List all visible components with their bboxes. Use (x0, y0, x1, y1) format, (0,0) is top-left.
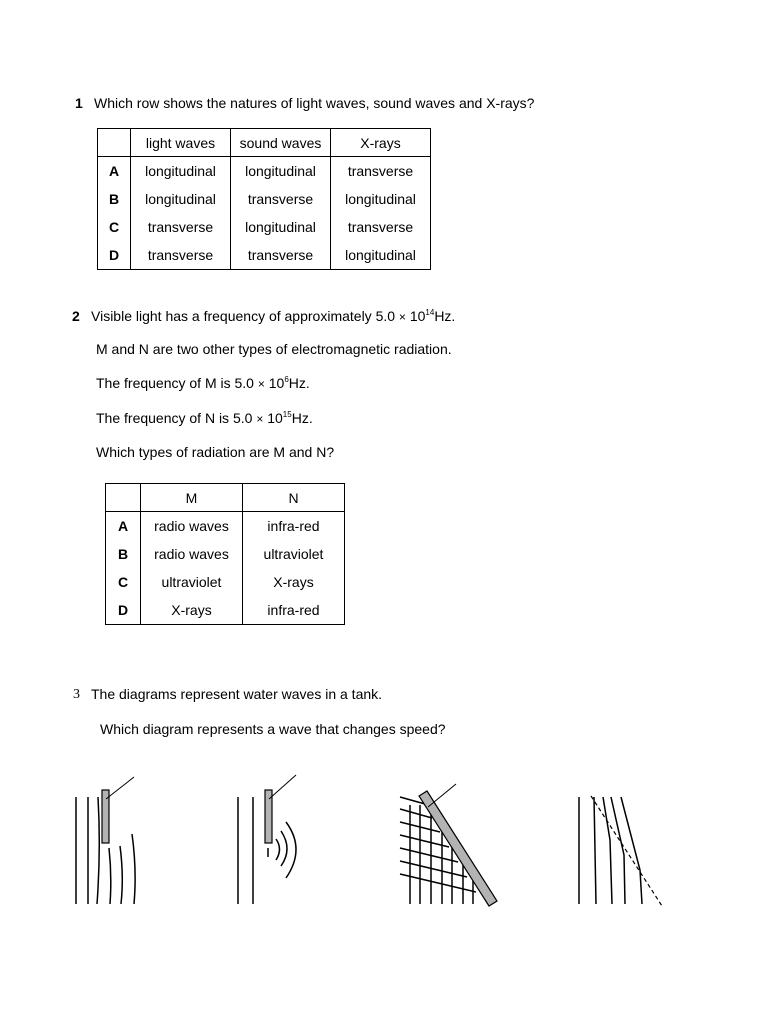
exponent: 6 (284, 375, 289, 384)
table-cell: radio waves (141, 540, 243, 568)
q2-line-1-text: Visible light has a frequency of approximately 5.0 (91, 308, 396, 324)
power-base: 10 (409, 308, 426, 324)
power-base: 10 (268, 375, 285, 391)
q1-header-light: light waves (131, 129, 231, 157)
wavefront-curve (132, 834, 135, 904)
option-letter: B (98, 185, 131, 213)
exponent: 14 (425, 308, 435, 317)
times-sign: × (398, 310, 406, 324)
wavefront-line (611, 797, 625, 904)
table-cell: longitudinal (331, 241, 431, 270)
table-cell: transverse (231, 241, 331, 270)
support-rod (106, 777, 134, 799)
table-cell: ultraviolet (243, 540, 345, 568)
option-letter: D (98, 241, 131, 270)
times-sign: × (257, 377, 265, 391)
table-cell: transverse (331, 157, 431, 186)
q2-line-2: M and N are two other types of electromagnetic radiation. (96, 341, 452, 357)
table-cell: longitudinal (131, 157, 231, 186)
wave-diagram-1[interactable] (76, 777, 135, 904)
wave-diagram-4[interactable] (579, 796, 662, 906)
ripple-arc (281, 831, 287, 866)
wavefront-line (603, 797, 612, 904)
option-letter: A (98, 157, 131, 186)
table-cell: longitudinal (131, 185, 231, 213)
q2-header-m: M (141, 484, 243, 512)
q3-line-2: Which diagram represents a wave that changes speed? (100, 721, 446, 737)
option-letter: C (106, 568, 141, 596)
q3-number: 3 (73, 687, 80, 702)
table-cell: transverse (231, 185, 331, 213)
table-cell: infra-red (243, 512, 345, 541)
ripple-arc (276, 839, 280, 860)
wavefront-line (594, 797, 596, 904)
q2-line-4-text: The frequency of N is 5.0 (96, 410, 253, 426)
q2-line-3-text: The frequency of M is 5.0 (96, 375, 254, 391)
wavefront-line (97, 797, 99, 904)
wave-diagram-2[interactable] (238, 775, 296, 904)
q1-question: Which row shows the natures of light waves, sound waves and X-rays? (94, 95, 535, 111)
boundary-dashed-line (591, 796, 662, 906)
table-cell: ultraviolet (141, 568, 243, 596)
wave-generator-bar (265, 790, 272, 843)
table-cell: longitudinal (331, 185, 431, 213)
table-cell: X-rays (141, 596, 243, 625)
times-sign: × (256, 412, 264, 426)
wave-line (400, 809, 432, 818)
wavefront-curve (109, 848, 111, 904)
table-cell: transverse (131, 241, 231, 270)
q2-number: 2 (72, 308, 80, 324)
q1-header-xrays: X-rays (331, 129, 431, 157)
table-cell: longitudinal (231, 213, 331, 241)
option-letter: A (106, 512, 141, 541)
table-cell: radio waves (141, 512, 243, 541)
wave-line (400, 848, 458, 862)
table-cell: infra-red (243, 596, 345, 625)
q2-line-5: Which types of radiation are M and N? (96, 444, 335, 460)
support-rod (428, 784, 456, 807)
wave-diagram-3[interactable] (400, 784, 497, 906)
q2-header-n: N (243, 484, 345, 512)
support-rod (269, 775, 296, 799)
unit: Hz. (288, 375, 310, 391)
q1-header-sound: sound waves (231, 129, 331, 157)
q1-number: 1 (75, 95, 83, 111)
table-cell: longitudinal (231, 157, 331, 186)
option-letter: C (98, 213, 131, 241)
wavefront-curve (120, 846, 122, 904)
power-base: 10 (267, 410, 283, 426)
unit: Hz. (291, 410, 313, 426)
unit: Hz. (434, 308, 456, 324)
option-letter: B (106, 540, 141, 568)
q3-line-1: The diagrams represent water waves in a tank. (91, 686, 383, 702)
table-cell: X-rays (243, 568, 345, 596)
option-letter: D (106, 596, 141, 625)
table-cell: transverse (131, 213, 231, 241)
table-cell: transverse (331, 213, 431, 241)
exponent: 15 (282, 410, 292, 419)
